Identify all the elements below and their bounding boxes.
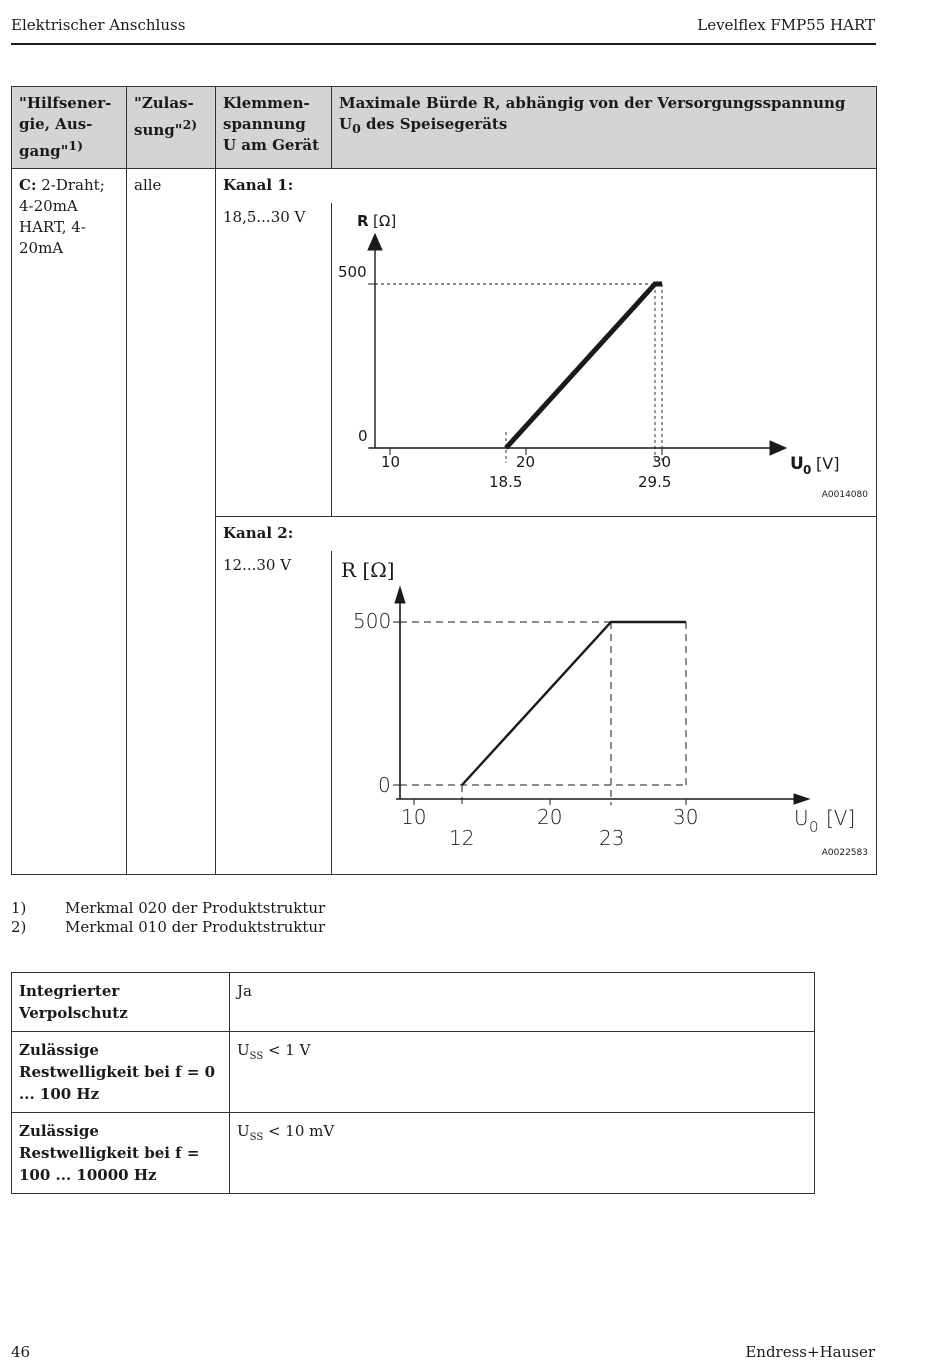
chart2-xlabel-sub: 0	[809, 818, 819, 836]
kanal1-label-row	[12, 169, 877, 204]
kanal2-chart	[332, 551, 877, 874]
header-zulassung	[127, 87, 216, 169]
chart2-ylabel: R [Ω]	[341, 558, 395, 582]
spec-value-verpolschutz: Ja	[230, 973, 815, 1032]
header-zulassung-text: "Zulas-sung"	[134, 94, 194, 139]
chart1-ylabel-r: R	[357, 212, 369, 230]
zulassung-cell: alle	[127, 169, 216, 875]
header-hilfsenergie-text: "Hilfsener-gie, Aus-gang"	[19, 94, 112, 160]
spec-value-rest: < 1 V	[263, 1041, 311, 1059]
header-maximale-buerde	[332, 87, 877, 169]
chart1-y-arrow	[368, 234, 382, 250]
kanal1-voltage: 18,5...30 V	[216, 203, 332, 517]
spec-row	[12, 1032, 815, 1113]
chart1-xtick-18-5: 18.5	[489, 473, 523, 491]
chart1-xtick-29-5: 29.5	[638, 473, 672, 491]
chart1-xlabel-unit: [V]	[816, 454, 840, 473]
footnote-ref-2: 2)	[182, 117, 198, 132]
chart2-figure-ref: A0022583	[821, 848, 868, 858]
spec-value-u: U	[237, 1122, 250, 1140]
chart2-x-arrow	[794, 794, 809, 804]
header-hilfsenergie	[12, 87, 127, 169]
spec-table	[11, 972, 815, 1194]
header-klemmenspannung: Klemmen-spannung U am Gerät	[216, 87, 332, 169]
kanal1-label: Kanal 1:	[216, 169, 877, 204]
header-buerde-text-end: des Speisegeräts	[360, 115, 508, 133]
chart2-ytick-500: 500	[353, 609, 392, 633]
header-product-name: Levelflex FMP55 HART	[697, 16, 875, 34]
footnote-2-num: 2)	[11, 918, 27, 936]
footnote-ref-1: 1)	[68, 138, 84, 153]
kanal2-label: Kanal 2:	[216, 517, 877, 552]
chart1-ytick-0: 0	[358, 427, 368, 445]
header-buerde-text: Maximale Bürde R, abhängig von der Versorgungsspannung U	[339, 94, 846, 133]
chart1-ytick-500: 500	[338, 263, 367, 281]
spec-label-verpolschutz: Integrierter Verpolschutz	[12, 973, 230, 1032]
footnote-1-text: Merkmal 020 der Produktstruktur	[65, 899, 326, 917]
chart1-xtick-20: 20	[516, 453, 536, 471]
spec-label-restwelligkeit-high: Zulässige Restwelligkeit bei f = 100 ... 10000 Hz	[12, 1113, 230, 1194]
load-table	[11, 86, 877, 875]
footnote-1-num: 1)	[11, 899, 27, 917]
kanal1-chart-cell	[332, 203, 877, 517]
footnote-2	[11, 918, 325, 936]
footer-brand: Endress+Hauser	[745, 1343, 875, 1361]
chart2-ytick-0: 0	[378, 773, 391, 797]
spec-value-sub: SS	[249, 1051, 264, 1062]
chart2-xlabel-u: U	[794, 806, 809, 830]
spec-row	[12, 1113, 815, 1194]
spec-value-sub: SS	[249, 1132, 264, 1143]
option-description: 2-Draht; 4-20mA HART, 4-20mA	[19, 176, 105, 257]
spec-row	[12, 973, 815, 1032]
chart1-figure-ref: A0014080	[821, 490, 868, 500]
spec-value-u: U	[237, 1041, 250, 1059]
footnote-1	[11, 899, 325, 917]
kanal2-voltage: 12...30 V	[216, 551, 332, 875]
chart2-xtick-12: 12	[449, 826, 475, 850]
chart2-xtick-30: 30	[673, 805, 699, 829]
chart2-xtick-10: 10	[401, 805, 427, 829]
spec-value-rest: < 10 mV	[263, 1122, 335, 1140]
chart2-series-line	[462, 622, 686, 785]
chart2-xlabel-unit: [V]	[826, 806, 856, 830]
chart1-xlabel-u: U	[790, 454, 804, 474]
chart1-xtick-30: 30	[652, 453, 672, 471]
footnote-2-text: Merkmal 010 der Produktstruktur	[65, 918, 326, 936]
header-rule	[11, 43, 876, 45]
chart1-series-line	[506, 284, 662, 448]
chart2-y-arrow	[395, 587, 405, 603]
output-option-cell	[12, 169, 127, 875]
chart1-ylabel-unit: [Ω]	[373, 212, 397, 230]
chart1-xlabel-sub: 0	[803, 463, 812, 477]
spec-label-restwelligkeit-low: Zulässige Restwelligkeit bei f = 0 ... 100 Hz	[12, 1032, 230, 1113]
spec-value-restwelligkeit-low	[230, 1032, 815, 1113]
header-section-title: Elektrischer Anschluss	[11, 16, 186, 34]
chart2-xtick-23: 23	[599, 826, 625, 850]
option-code: C:	[19, 176, 37, 194]
chart1-xtick-10: 10	[381, 453, 401, 471]
page-number: 46	[11, 1343, 31, 1361]
kanal1-chart	[332, 203, 877, 516]
chart2-xtick-20: 20	[537, 805, 563, 829]
spec-value-restwelligkeit-high	[230, 1113, 815, 1194]
load-table-header-row	[12, 87, 877, 169]
chart1-x-arrow	[770, 441, 786, 455]
header-buerde-sub: 0	[352, 121, 361, 136]
kanal2-chart-cell	[332, 551, 877, 875]
